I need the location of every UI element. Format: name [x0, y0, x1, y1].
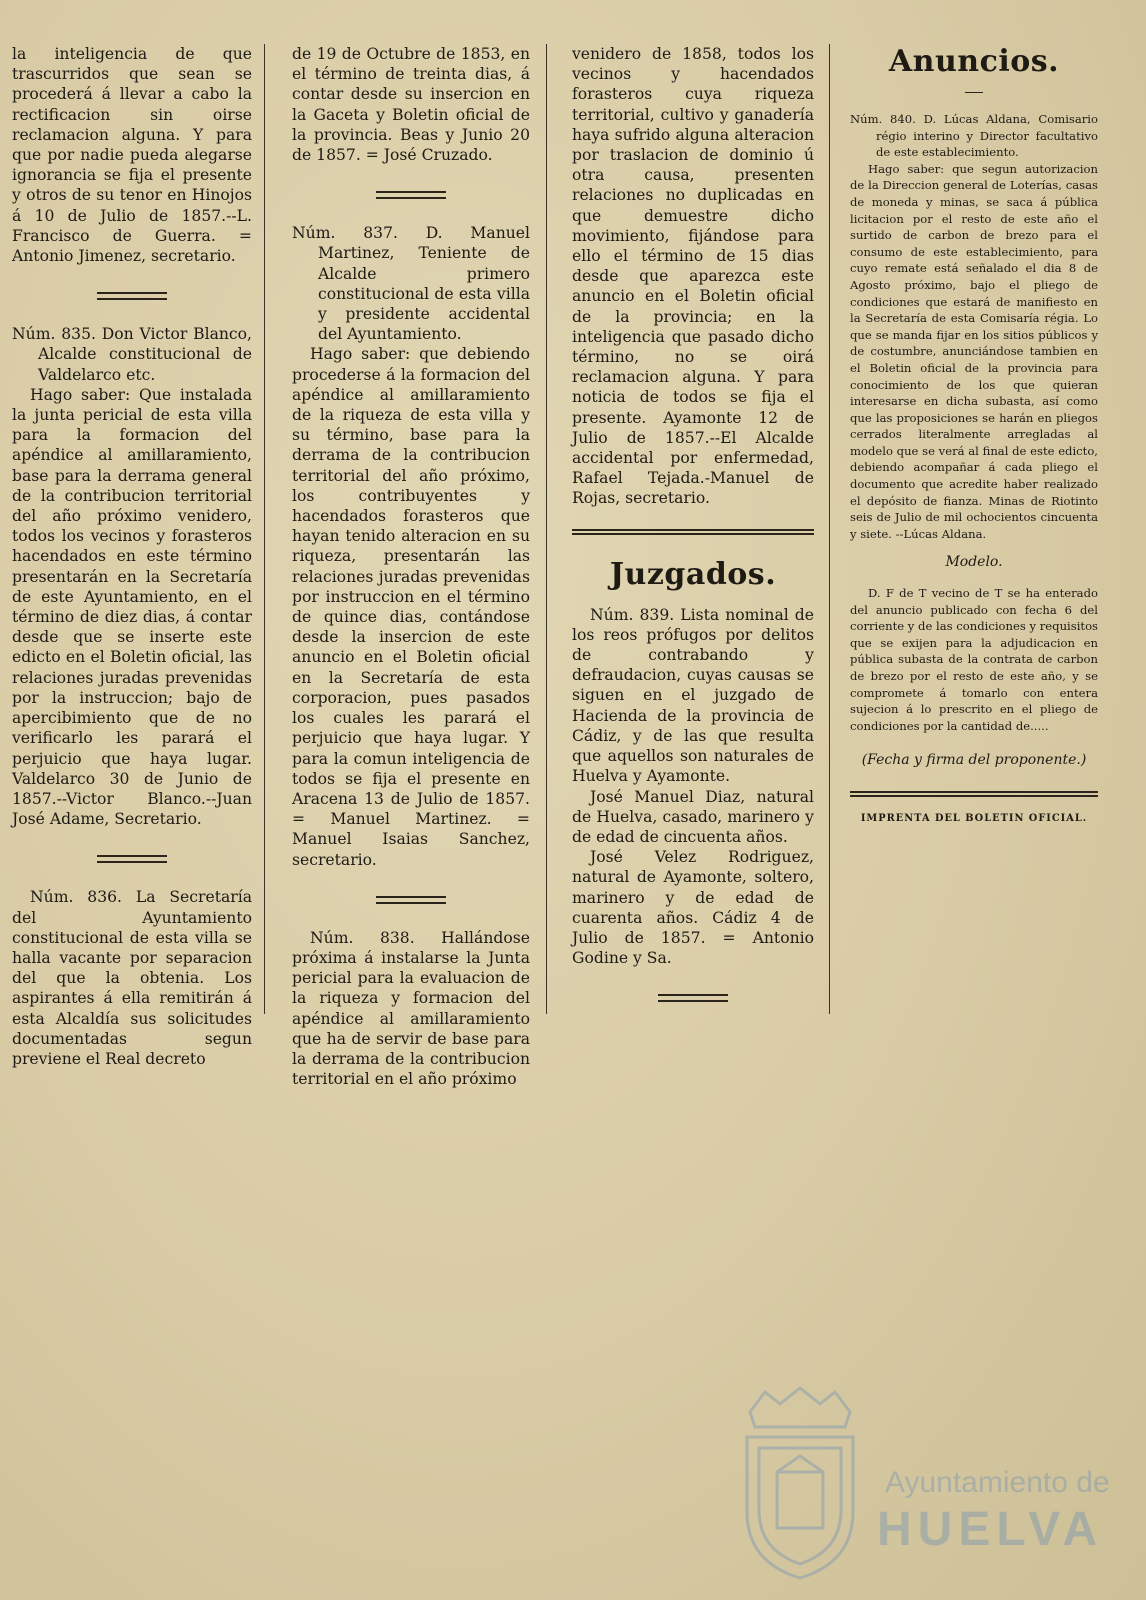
- column-4: [850, 44, 1098, 828]
- watermark-line-2: HUELVA: [877, 1503, 1104, 1556]
- continued-text: de 19 de Octubre de 1853, en el término de treinta dias, á contar desde su insercion en la Gaceta y Boletin oficial de la provincia. Beas y Junio 20 de 1857. = José Cruzado.: [292, 45, 530, 165]
- modelo-body: D. F de T vecino de T se ha enterado del anuncio publicado con fecha 6 del corriente y de las condiciones y requisitos que se exijen para la adjudicacion en pública subasta de la contrata de carbon de brezo por el resto de este año, y se compromete á tomarlo con entera sujecion á lo prescrito en el pliego de condiciones por la cantidad de.....: [850, 586, 1098, 733]
- separator: [97, 855, 167, 863]
- continued-text: la inteligencia de que trascurridos que sean se procederá á llevar a cabo la rectificacion sin oirse reclamacion alguna. Y para que por nadie pueda alegarse ignorancia se fija el presente y otros de su tenor en Hinojos á 10 de Julio de 1857.--L. Francisco de Guerra. = Antonio Jimenez, secretario.: [12, 45, 252, 266]
- entry-837-heading: Núm. 837. D. Manuel Martinez, Teniente de Alcalde primero constitucional de esta villa y presidente accidental del Ayuntamiento.: [292, 224, 530, 344]
- column-1: [12, 44, 252, 1069]
- separator: [376, 191, 446, 199]
- printer-imprint: IMPRENTA DEL BOLETIN OFICIAL.: [860, 812, 1088, 824]
- entry-838: Núm. 838. Hallándose próxima á instalarse la Junta pericial para la evaluacion de la riqueza y formacion del apéndice al amillaramiento que ha de servir de base para la derrama de la contribucion territorial en el año próximo: [292, 928, 530, 1089]
- entry-835-body: Hago saber: Que instalada la junta pericial de esta villa para la formacion del apéndice al amillaramiento, base para la derrama general de la contribucion territorial del año próximo venidero, todos los vecinos y forasteros hacendados en este término presentarán en la Secretaría de este Ayuntamiento, en el término de diez dias, á contar desde que se inserte este edicto en el Boletin oficial, las relaciones juradas prevenidas por la instruccion; bajo de apercibimiento que de no verificarlo les parará el perjuicio que haya lugar. Valdelarco 30 de Junio de 1857.--Victor Blanco.--Juan José Adame, Secretario.: [12, 385, 252, 829]
- watermark-line-1: Ayuntamiento de: [885, 1466, 1110, 1499]
- entry-840-body: Hago saber: que segun autorizacion de la Direccion general de Loterías, casas de moneda y minas, se saca á pública licitacion por el resto de este año el surtido de carbon de brezo para el consumo de este establecimiento, para cuyo remate está señalado el dia 8 de Agosto próximo, bajo el pliego de condiciones que estará de manifiesto en la Secretaría de esta Comisaría régia. Lo que se manda fijar en los sitios públicos y de costumbre, anunciándose tambien en el Boletin oficial de la provincia para conocimiento de los que quieran interesarse en dicha subasta, así como que las proposiciones se harán en pliegos cerrados literalmente arregladas al modelo que se verá al final de este edicto, debiendo acompañar á cada pliego el documento que acredite haber realizado el depósito de fianza. Minas de Riotinto seis de Julio de mil ochocientos cincuenta y siete. --Lúcas Aldana.: [850, 161, 1098, 541]
- column-rule: [546, 44, 547, 1014]
- entry-835-heading: Núm. 835. Don Victor Blanco, Alcalde constitucional de Valdelarco etc.: [12, 325, 252, 384]
- column-rule: [829, 44, 830, 1014]
- modelo-title: Modelo.: [945, 554, 1003, 571]
- column-3: [572, 44, 814, 1026]
- entry-839-intro: Núm. 839. Lista nominal de los reos prófugos por delitos de contrabando y defraudacion, cuyas causas se siguen en el juzgado de Hacienda de la provincia de Cádiz, y de las que resulta que aquellos son naturales de Huelva y Ayamonte.: [572, 605, 814, 786]
- entry-840-heading: Núm. 840. D. Lúcas Aldana, Comisario régio interino y Director facultativo de este establecimiento.: [850, 112, 1098, 160]
- entry-836: Núm. 836. La Secretaría del Ayuntamiento constitucional de esta villa se halla vacante por separacion del que la obtenia. Los aspirantes á ella remitirán á esta Alcaldía sus solicitudes documentadas segun previene el Real decreto: [12, 888, 252, 1068]
- coat-of-arms-icon: [735, 1382, 865, 1582]
- section-title-anuncios: Anuncios.: [888, 44, 1060, 79]
- double-rule: [850, 791, 1098, 797]
- column-rule: [264, 44, 265, 1014]
- section-title-juzgados: Juzgados.: [609, 556, 777, 592]
- separator: [97, 292, 167, 300]
- continued-text: venidero de 1858, todos los vecinos y hacendados forasteros cuya riqueza territorial, cultivo y ganadería haya sufrido alguna alteracion por traslacion de dominio ú otra causa, presenten relaciones no duplicadas en que demuestre dicho movimiento, fijándose para ello el término de 15 dias desde que aparezca este anuncio en el Boletin oficial de la provincia; en la inteligencia que pasado dicho término, no se oirá reclamacion alguna. Y para noticia de todos se fija el presente. Ayamonte 12 de Julio de 1857.--El Alcalde accidental por enfermedad, Rafael Tejada.-Manuel de Rojas, secretario.: [572, 45, 814, 508]
- separator: [658, 994, 728, 1002]
- entry-837-body: Hago saber: que debiendo procederse á la formacion del apéndice al amillaramiento de la riqueza de esta villa y su término, base para la derrama de la contribucion territorial del año próximo, los contribuyentes y hacendados forasteros que hayan tenido alteracion en su riqueza, presentarán las relaciones juradas prevenidas por instruccion en el término de quince dias, contándose desde la insercion de este anuncio en el Boletin oficial en la Secretaría de esta corporacion, pues pasados los cuales les parará el perjuicio que haya lugar. Y para la comun inteligencia de todos se fija el presente en Aracena 13 de Julio de 1857. = Manuel Martinez. = Manuel Isaias Sanchez, secretario.: [292, 345, 530, 869]
- signature-line: (Fecha y firma del proponente.): [861, 752, 1087, 769]
- double-rule: [572, 529, 814, 535]
- title-dash: [965, 92, 983, 93]
- watermark: [735, 1382, 1135, 1592]
- column-2: [292, 44, 530, 1089]
- entry-839-person-1: José Manuel Diaz, natural de Huelva, casado, marinero y de edad de cincuenta años.: [572, 787, 814, 846]
- separator: [376, 896, 446, 904]
- entry-839-person-2: José Velez Rodriguez, natural de Ayamonte, soltero, marinero y de edad de cuarenta años. Cádiz 4 de Julio de 1857. = Antonio Godine y Sa.: [572, 848, 814, 968]
